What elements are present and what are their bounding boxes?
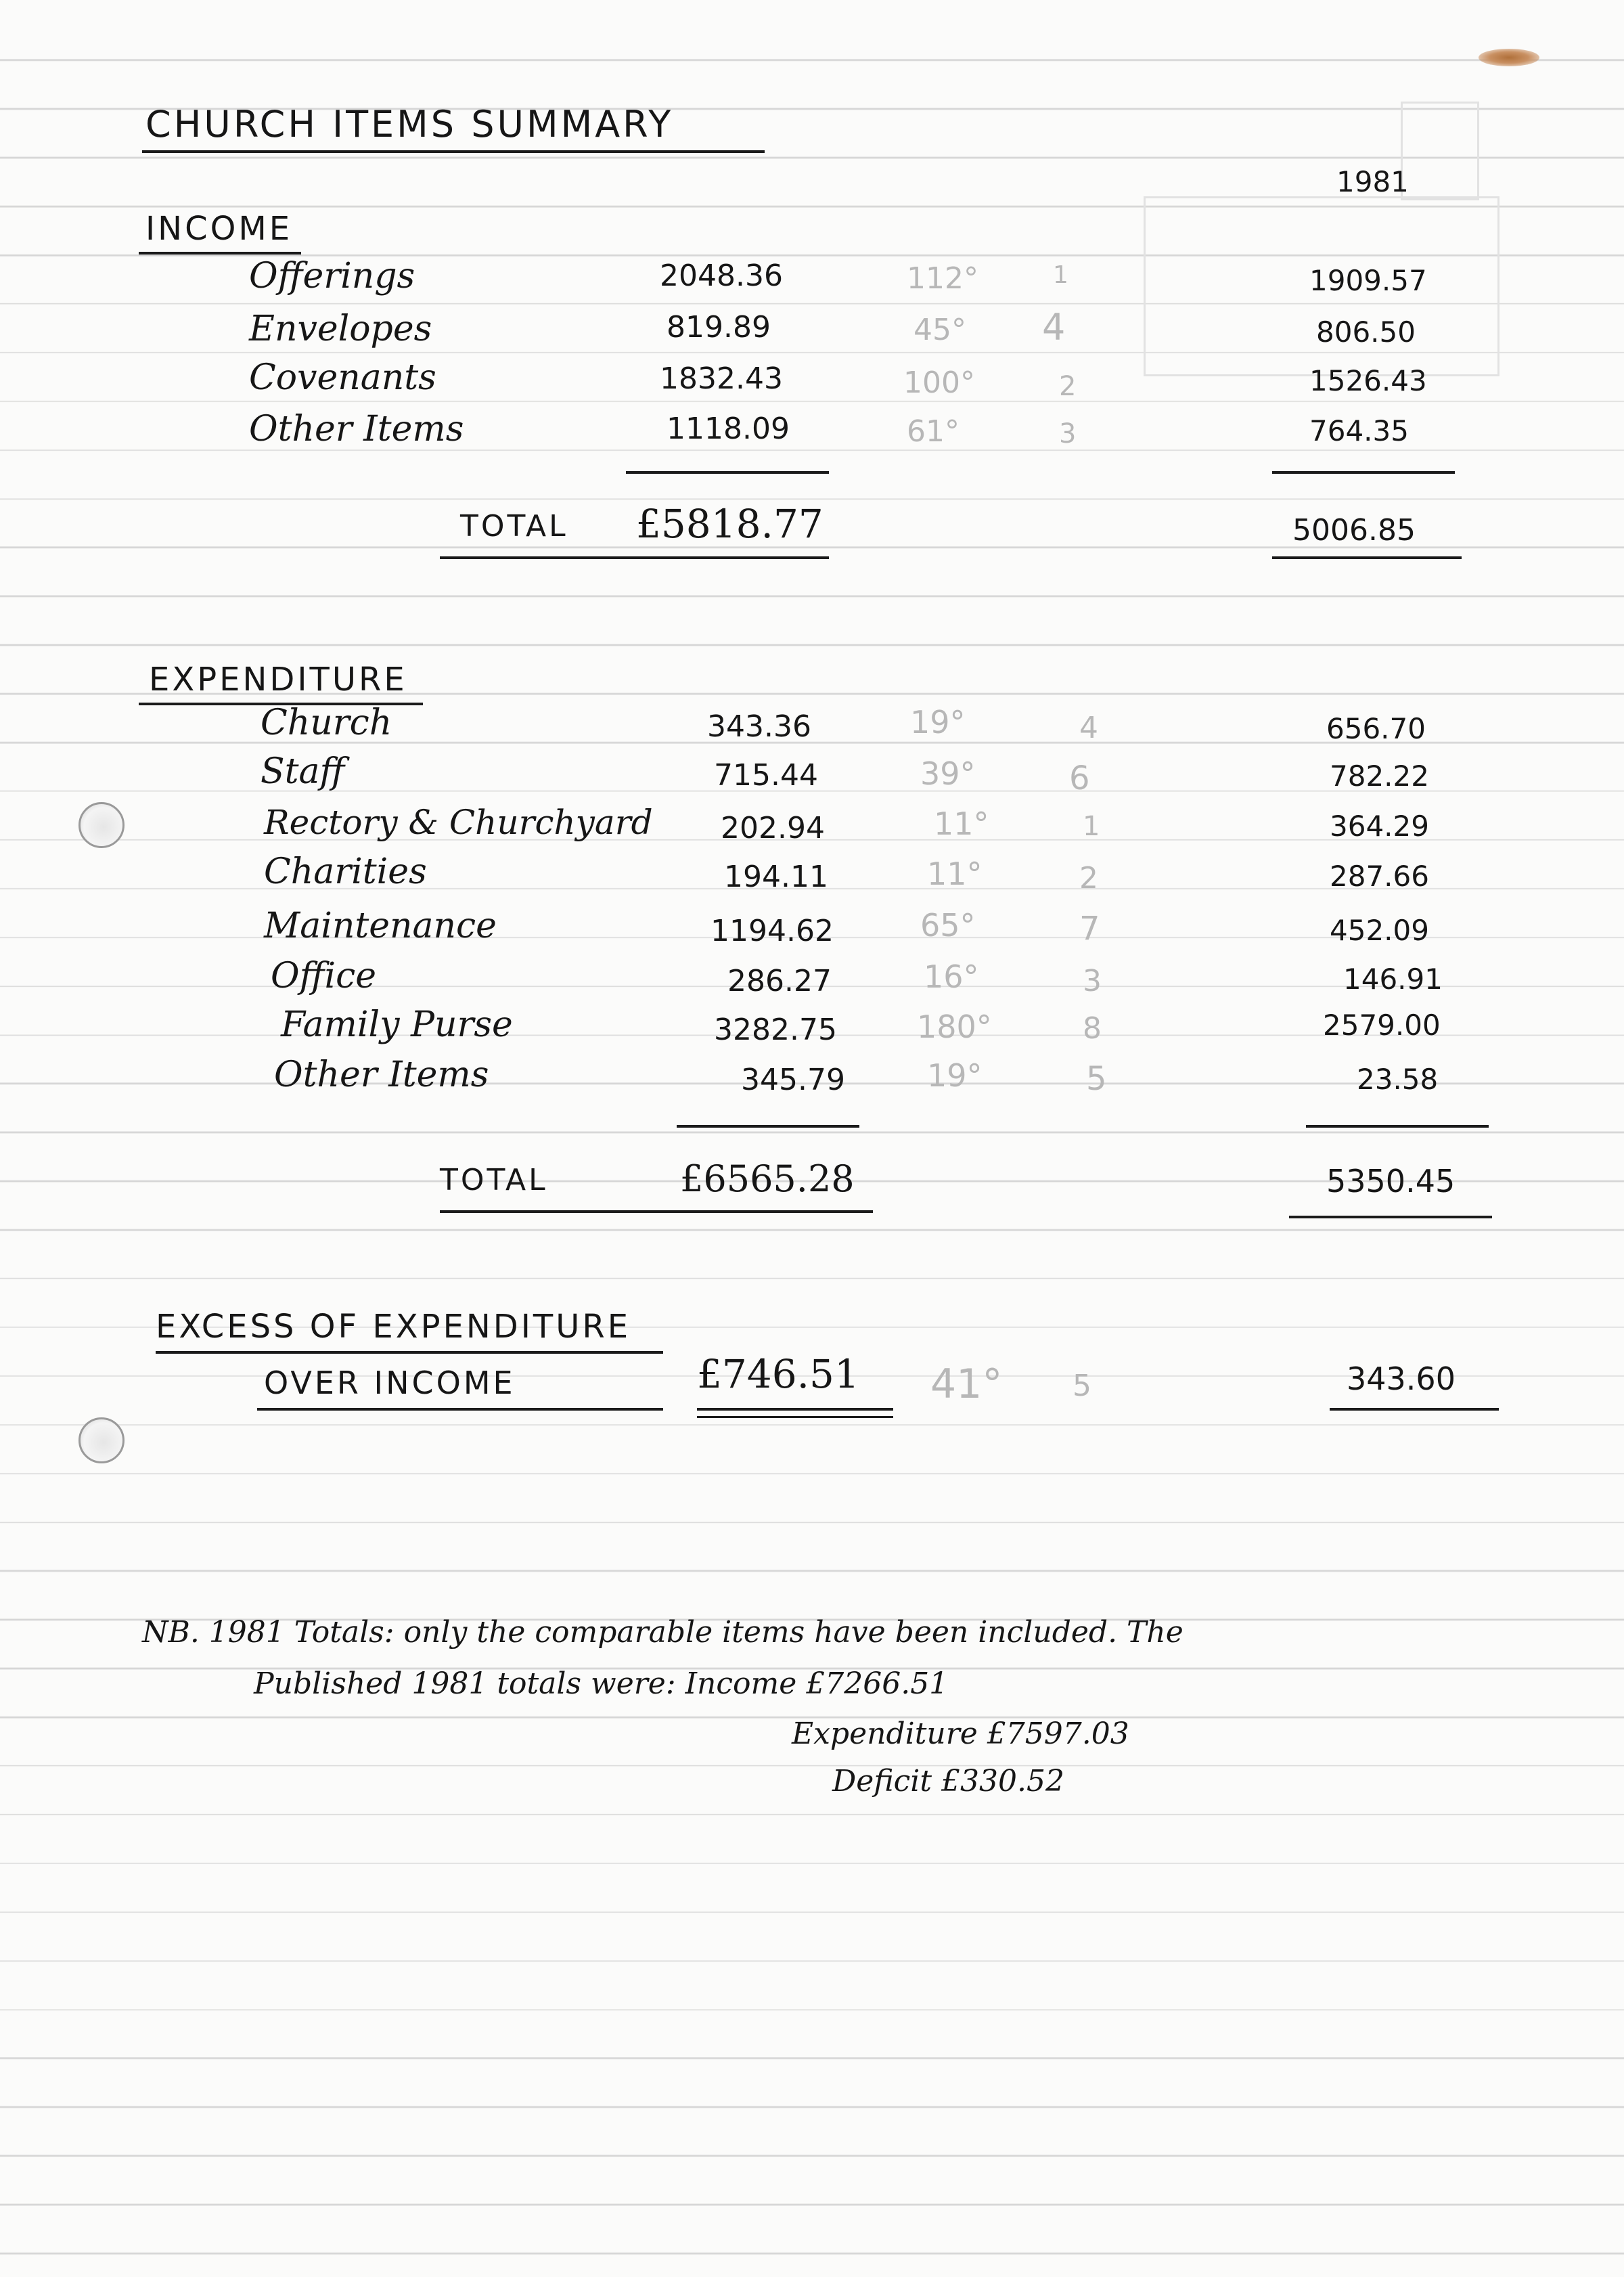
page-title: CHURCH ITEMS SUMMARY — [145, 103, 674, 146]
income-rank: 2 — [1059, 371, 1077, 402]
rust-stain — [1479, 49, 1539, 66]
expenditure-amount: 343.36 — [707, 709, 811, 744]
income-heading-underline — [139, 252, 301, 255]
income-prior: 1909.57 — [1309, 264, 1427, 297]
excess-prior: 343.60 — [1347, 1361, 1456, 1397]
excess-angle: 41° — [930, 1361, 1003, 1408]
income-prior: 806.50 — [1316, 315, 1416, 349]
income-amount: 1832.43 — [660, 361, 783, 396]
income-angle: 112° — [907, 261, 978, 296]
expenditure-angle: 16° — [924, 958, 979, 995]
excess-line2-underline — [257, 1408, 663, 1411]
expenditure-heading: EXPENDITURE — [149, 661, 407, 699]
expenditure-amount: 202.94 — [721, 811, 825, 845]
excess-amount-underline-2 — [697, 1416, 893, 1418]
income-label: Offerings — [249, 256, 415, 296]
expenditure-angle: 19° — [927, 1057, 983, 1094]
income-angle: 45° — [914, 313, 966, 347]
expenditure-angle: 11° — [927, 856, 983, 892]
expenditure-label: Church — [261, 703, 392, 743]
income-subtotal-rule — [626, 471, 829, 474]
expenditure-prior: 656.70 — [1326, 712, 1426, 745]
expenditure-label: Maintenance — [264, 906, 497, 946]
expenditure-amount: 286.27 — [727, 964, 832, 998]
note-line-3: Expenditure £7597.03 — [792, 1717, 1129, 1751]
expenditure-prior: 2579.00 — [1323, 1009, 1441, 1042]
expenditure-prior: 146.91 — [1343, 963, 1443, 996]
punch-hole-top — [78, 802, 125, 848]
expenditure-angle: 39° — [920, 755, 976, 792]
excess-amount-underline-1 — [697, 1408, 893, 1411]
expenditure-angle: 180° — [917, 1009, 992, 1045]
income-prior: 1526.43 — [1309, 364, 1427, 397]
income-total-underline — [440, 556, 829, 559]
expenditure-rank: 3 — [1083, 964, 1102, 998]
expenditure-rank: 1 — [1083, 811, 1100, 842]
income-total-label: TOTAL — [460, 509, 568, 544]
income-label: Covenants — [249, 357, 436, 398]
expenditure-prior: 452.09 — [1330, 914, 1429, 947]
expenditure-angle: 19° — [910, 704, 966, 740]
expenditure-rank: 8 — [1083, 1011, 1102, 1046]
income-rank: 4 — [1042, 306, 1066, 349]
expenditure-rank: 7 — [1079, 910, 1100, 948]
note-line-1: NB. 1981 Totals: only the comparable items have been included. The — [142, 1615, 1183, 1650]
income-angle: 61° — [907, 414, 960, 449]
income-rank: 1 — [1053, 261, 1068, 289]
income-prior: 764.35 — [1309, 414, 1409, 447]
expenditure-label: Rectory & Churchyard — [264, 803, 653, 842]
note-line-4: Deficit £330.52 — [832, 1764, 1064, 1798]
income-total: £5818.77 — [636, 501, 824, 547]
expenditure-rank: 5 — [1086, 1060, 1107, 1098]
income-amount: 819.89 — [667, 310, 771, 345]
income-amount: 2048.36 — [660, 259, 783, 293]
expenditure-total: £6565.28 — [680, 1157, 855, 1200]
expenditure-label: Other Items — [274, 1055, 489, 1095]
expenditure-amount: 194.11 — [724, 860, 828, 894]
expenditure-total-underline — [440, 1210, 873, 1213]
expenditure-prior-total-underline — [1289, 1216, 1492, 1218]
excess-heading-line2: OVER INCOME — [264, 1365, 516, 1401]
excess-line1-underline — [156, 1351, 663, 1354]
expenditure-label: Charities — [264, 852, 427, 892]
excess-rank: 5 — [1073, 1369, 1091, 1403]
expenditure-subtotal-rule — [677, 1125, 859, 1128]
expenditure-total-label: TOTAL — [440, 1163, 548, 1197]
excess-prior-underline — [1330, 1408, 1499, 1411]
income-prior-subtotal-rule — [1272, 471, 1455, 474]
expenditure-prior: 782.22 — [1330, 759, 1429, 793]
punch-hole-bottom — [78, 1417, 125, 1463]
excess-amount: £746.51 — [697, 1351, 859, 1397]
year-column-header: 1981 — [1336, 165, 1409, 198]
excess-heading-line1: EXCESS OF EXPENDITURE — [156, 1308, 631, 1346]
expenditure-rank: 4 — [1079, 711, 1098, 745]
income-label: Other Items — [249, 409, 464, 449]
expenditure-prior-subtotal-rule — [1306, 1125, 1489, 1128]
income-label: Envelopes — [249, 309, 432, 349]
expenditure-prior-total: 5350.45 — [1326, 1163, 1456, 1199]
income-prior-total-underline — [1272, 556, 1462, 559]
expenditure-amount: 3282.75 — [714, 1013, 837, 1047]
expenditure-amount: 715.44 — [714, 758, 818, 793]
expenditure-prior: 287.66 — [1330, 860, 1429, 893]
expenditure-angle: 65° — [920, 907, 976, 944]
expenditure-label: Staff — [261, 751, 345, 792]
income-prior-total: 5006.85 — [1292, 513, 1416, 548]
expenditure-amount: 1194.62 — [710, 914, 834, 948]
expenditure-label: Family Purse — [281, 1004, 513, 1045]
income-rank: 3 — [1059, 418, 1077, 449]
income-heading: INCOME — [145, 210, 293, 248]
expenditure-prior: 23.58 — [1357, 1063, 1439, 1096]
expenditure-amount: 345.79 — [741, 1063, 845, 1097]
note-line-2: Published 1981 totals were: Income £7266.51 — [254, 1666, 949, 1701]
income-amount: 1118.09 — [667, 412, 790, 446]
ghost-church-tower — [1401, 102, 1479, 200]
expenditure-label: Office — [271, 956, 376, 996]
expenditure-rank: 2 — [1079, 861, 1098, 896]
expenditure-rank: 6 — [1069, 759, 1090, 797]
expenditure-prior: 364.29 — [1330, 810, 1429, 843]
title-underline — [142, 150, 765, 153]
income-angle: 100° — [903, 366, 975, 400]
expenditure-angle: 11° — [934, 805, 989, 842]
